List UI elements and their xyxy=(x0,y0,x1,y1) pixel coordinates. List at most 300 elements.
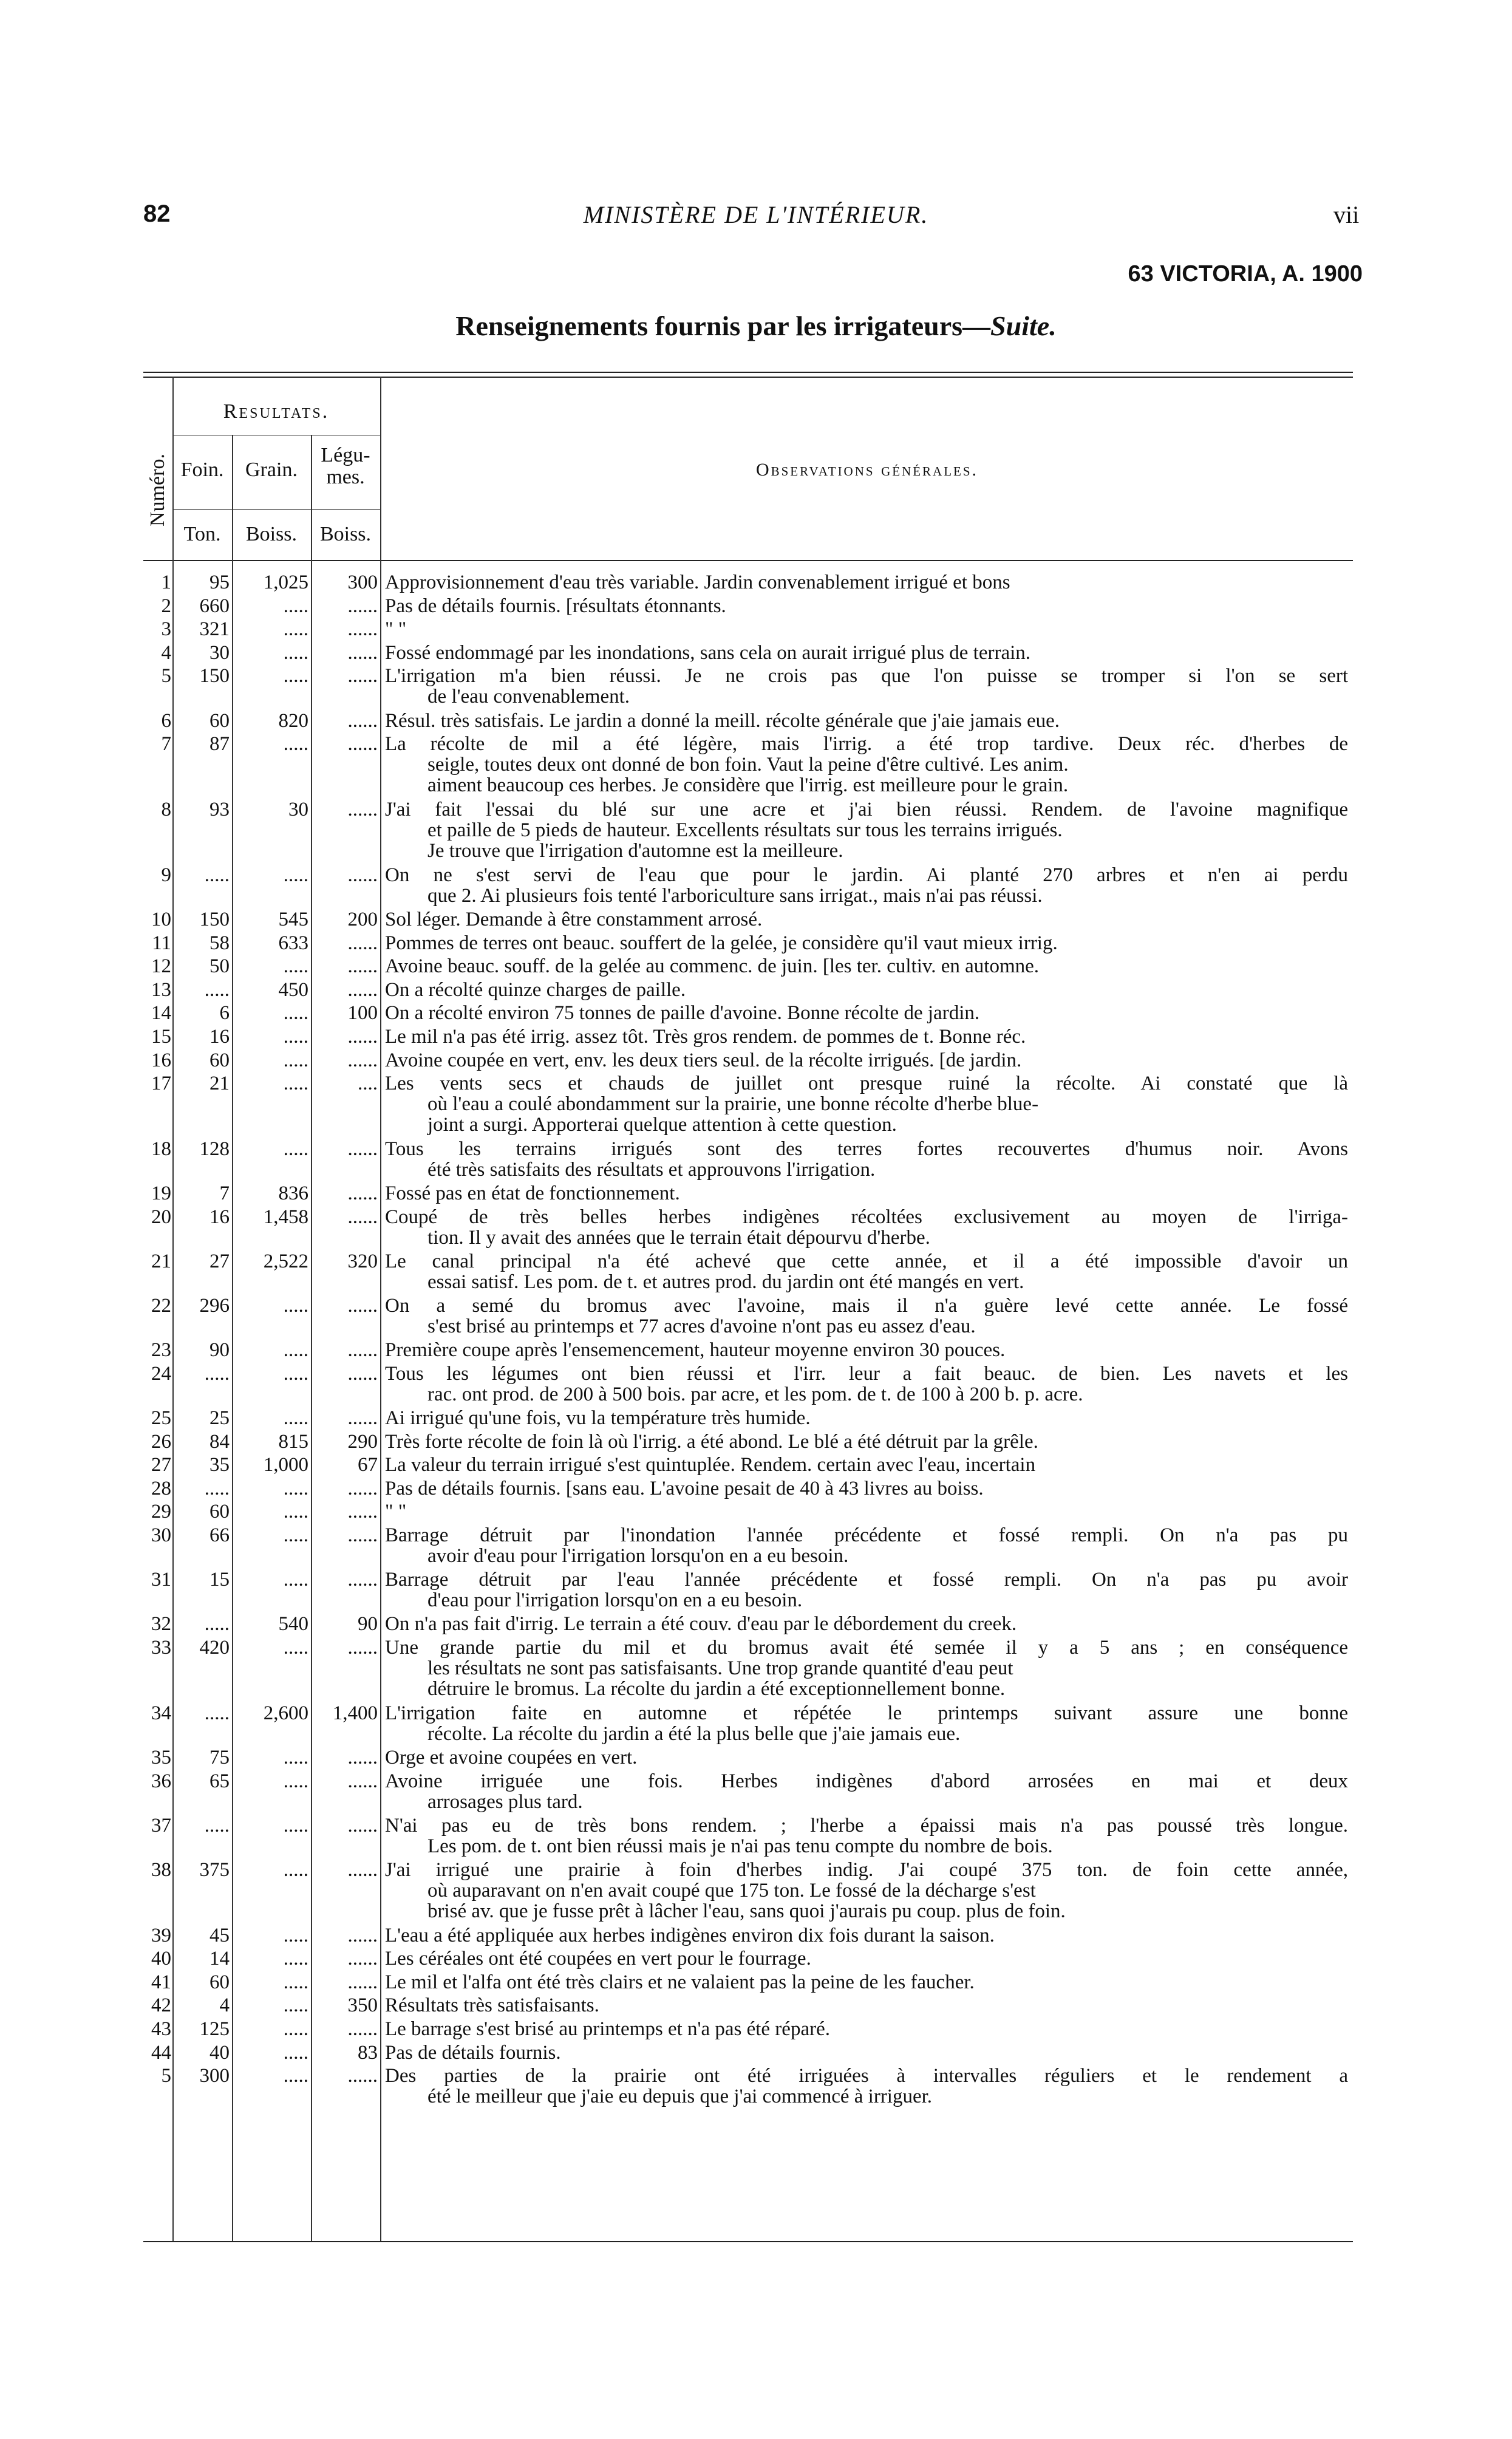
cell-grain: ..... xyxy=(283,1501,308,1523)
cell-grain: ..... xyxy=(283,1814,308,1837)
row-number: 40 xyxy=(151,1948,171,1970)
cell-legumes: 83 xyxy=(358,2041,378,2064)
cell-legumes: ...... xyxy=(347,1362,378,1385)
observation-line: tion. Il y avait des années que le terrain était dépourvu d'herbe. xyxy=(427,1227,930,1248)
cell-legumes: ...... xyxy=(347,1049,378,1071)
cell-observations xyxy=(385,1972,1348,1993)
cell-observations xyxy=(385,1815,1348,1857)
cell-foin: ..... xyxy=(204,978,230,1001)
cell-legumes: 67 xyxy=(358,1454,378,1476)
cell-grain: 30 xyxy=(288,798,308,820)
row-number: 12 xyxy=(151,955,171,978)
observation-line: essai satisf. Les pom. de t. et autres prod. du jardin ont été mangés en vert. xyxy=(427,1271,1024,1292)
cell-legumes: ...... xyxy=(347,932,378,954)
row-number: 20 xyxy=(151,1206,171,1228)
cell-observations xyxy=(385,596,1348,616)
cell-grain: ..... xyxy=(283,1524,308,1546)
cell-foin: 60 xyxy=(209,1971,230,1993)
cell-foin: ..... xyxy=(204,1613,230,1636)
table-bottom-rule xyxy=(143,2241,1353,2242)
cell-foin: 21 xyxy=(209,1073,230,1095)
cell-foin: 84 xyxy=(209,1430,230,1453)
header-numero: Numéro. xyxy=(146,454,169,527)
observation-line: J'ai irrigué une prairie à foin d'herbes indig. J'ai coupé 375 ton. de foin cette année, xyxy=(385,1859,1348,1880)
cell-legumes: .... xyxy=(358,1073,378,1095)
cell-grain: ..... xyxy=(283,2065,308,2087)
cell-observations xyxy=(385,1003,1348,1023)
observation-line: rac. ont prod. de 200 à 500 bois. par acre, et les pom. de t. de 100 à 200 b. p. acre. xyxy=(427,1383,1083,1405)
cell-foin: 128 xyxy=(199,1138,230,1160)
cell-observations xyxy=(385,1948,1348,1969)
row-number: 32 xyxy=(151,1613,171,1636)
observation-line: de l'eau convenablement. xyxy=(427,686,630,708)
row-number: 5 xyxy=(161,665,171,687)
observation-line: joint a surgi. Apporterai quelque attention à cette question. xyxy=(427,1114,897,1136)
observation-line: On n'a pas fait d'irrig. Le terrain a été couv. d'eau par le débordement du creek. xyxy=(385,1614,1017,1635)
row-number: 30 xyxy=(151,1524,171,1546)
cell-grain: 2,600 xyxy=(263,1702,308,1724)
cell-grain: ..... xyxy=(283,2041,308,2064)
observation-line: L'irrigation m'a bien réussi. Je ne crois pas que l'on puisse se tromper si l'on se sert xyxy=(385,666,1348,687)
cell-legumes: 350 xyxy=(347,1994,378,2017)
cell-legumes: 300 xyxy=(347,571,378,593)
cell-grain: ..... xyxy=(283,1025,308,1048)
cell-grain: ..... xyxy=(283,1569,308,1591)
observation-line: Une grande partie du mil et du bromus avait été semée il y a 5 ans ; en conséquence xyxy=(385,1637,1348,1658)
cell-foin: 27 xyxy=(209,1250,230,1272)
cell-foin: 300 xyxy=(199,2065,230,2087)
cell-legumes: ...... xyxy=(347,641,378,664)
table-row xyxy=(143,1747,1353,1771)
row-number: 2 xyxy=(161,595,171,617)
cell-foin: 25 xyxy=(209,1407,230,1430)
cell-observations xyxy=(385,1050,1348,1071)
cell-foin: 60 xyxy=(209,1049,230,1071)
cell-observations xyxy=(385,1525,1348,1566)
observation-line: La récolte de mil a été légère, mais l'irrig. a été trop tardive. Deux réc. d'herbes de xyxy=(385,734,1348,755)
cell-observations xyxy=(385,1183,1348,1204)
cell-foin: ..... xyxy=(204,1362,230,1385)
observation-line: Les céréales ont été coupées en vert pour le fourrage. xyxy=(385,1948,811,1970)
table-row xyxy=(143,619,1353,643)
table-row xyxy=(143,1003,1353,1026)
observation-line: L'eau a été appliquée aux herbes indigènes environ dix fois durant la saison. xyxy=(385,1925,995,1946)
table-top-rule-2 xyxy=(143,377,1353,378)
cell-foin: 90 xyxy=(209,1339,230,1362)
observation-line: Pommes de terres ont beauc. souffert de la gelée, je considère qu'il vaut mieux irrig. xyxy=(385,932,1058,953)
observation-line: aiment beaucoup ces herbes. Je considère que l'irrig. est meilleure pour le grain. xyxy=(427,775,1069,796)
row-number: 10 xyxy=(151,908,171,930)
cell-legumes: ...... xyxy=(347,1971,378,1993)
row-number: 22 xyxy=(151,1295,171,1317)
table-row xyxy=(143,2019,1353,2042)
row-number: 17 xyxy=(151,1073,171,1095)
cell-legumes: ...... xyxy=(347,978,378,1001)
table-row xyxy=(143,1251,1353,1295)
cell-legumes: 290 xyxy=(347,1430,378,1453)
cell-observations xyxy=(385,956,1348,977)
cell-observations xyxy=(385,1771,1348,1812)
observation-line: Sol léger. Demande à être constamment arrosé. xyxy=(385,909,763,930)
table-row xyxy=(143,1995,1353,2019)
cell-foin: ..... xyxy=(204,864,230,886)
observation-line: On ne s'est servi de l'eau que pour le jardin. Ai planté 270 arbres et n'en ai perdu xyxy=(385,864,1348,885)
observation-line: Le barrage s'est brisé au printemps et n'a pas été réparé. xyxy=(385,2019,830,2040)
cell-grain: ..... xyxy=(283,864,308,886)
cell-grain: 836 xyxy=(278,1182,308,1205)
table-row xyxy=(143,1455,1353,1478)
cell-legumes: 200 xyxy=(347,908,378,930)
cell-observations xyxy=(385,1569,1348,1611)
table-row xyxy=(143,1478,1353,1502)
cell-legumes: 320 xyxy=(347,1250,378,1272)
row-number: 33 xyxy=(151,1636,171,1659)
cell-grain: 1,458 xyxy=(263,1206,308,1228)
cell-foin: ..... xyxy=(204,1477,230,1499)
cell-legumes: 90 xyxy=(358,1613,378,1636)
cell-legumes: ...... xyxy=(347,665,378,687)
cell-grain: 633 xyxy=(278,932,308,954)
table-row xyxy=(143,1614,1353,1637)
cell-observations xyxy=(385,711,1348,731)
row-number: 9 xyxy=(161,864,171,886)
cell-legumes: ...... xyxy=(347,1025,378,1048)
cell-legumes: ...... xyxy=(347,1948,378,1970)
row-number: 11 xyxy=(152,932,171,954)
cell-observations xyxy=(385,1251,1348,1292)
table-title xyxy=(0,310,1512,342)
table-title-suffix: Suite. xyxy=(990,310,1057,341)
observation-line: été très satisfaits des résultats et approuvons l'irrigation. xyxy=(427,1159,876,1180)
cell-foin: 50 xyxy=(209,955,230,978)
cell-observations xyxy=(385,933,1348,953)
cell-foin: 65 xyxy=(209,1770,230,1792)
observation-line: Approvisionnement d'eau très variable. Jardin convenablement irrigué et bons xyxy=(385,572,1010,593)
cell-foin: 93 xyxy=(209,798,230,820)
table-row xyxy=(143,2042,1353,2066)
table-row xyxy=(143,2065,1353,2110)
header-bottom-rule xyxy=(143,560,1353,561)
cell-legumes: ...... xyxy=(347,1569,378,1591)
units-rule xyxy=(172,509,380,510)
table-row xyxy=(143,572,1353,596)
observation-line: Résultats très satisfaisants. xyxy=(385,1995,599,2016)
row-number: 39 xyxy=(151,1924,171,1946)
row-number: 37 xyxy=(151,1814,171,1837)
observation-line: récolte. La récolte du jardin a été la plus belle que j'aie jamais eue. xyxy=(427,1723,961,1744)
cell-observations xyxy=(385,1408,1348,1428)
cell-foin: 45 xyxy=(209,1924,230,1946)
cell-foin: 321 xyxy=(199,618,230,641)
cell-grain: ..... xyxy=(283,1636,308,1659)
cell-legumes: ...... xyxy=(347,618,378,641)
unit-foin: Ton. xyxy=(183,523,221,545)
observation-line: les résultats ne sont pas satisfaisants. Une trop grande quantité d'eau peut xyxy=(427,1657,1013,1679)
cell-observations xyxy=(385,619,1348,640)
cell-grain: ..... xyxy=(283,955,308,978)
cell-observations xyxy=(385,909,1348,930)
row-number: 7 xyxy=(161,733,171,756)
unit-grain: Boiss. xyxy=(245,523,298,545)
table-row xyxy=(143,1925,1353,1949)
observation-line: Première coupe après l'ensemencement, hauteur moyenne environ 30 pouces. xyxy=(385,1340,1006,1361)
observation-line: Avoine coupée en vert, env. les deux tiers seul. de la récolte irrigués. [de jardin. xyxy=(385,1049,1022,1071)
cell-observations xyxy=(385,1207,1348,1248)
header-legumes-line2: mes. xyxy=(326,466,365,488)
table-row xyxy=(143,980,1353,1003)
cell-grain: ..... xyxy=(283,1477,308,1499)
observation-line: d'eau pour l'irrigation lorsqu'on en a eu besoin. xyxy=(427,1590,803,1611)
table-title-text: Renseignements fournis par les irrigateurs— xyxy=(455,310,991,341)
cell-observations xyxy=(385,572,1348,593)
cell-observations xyxy=(385,2042,1348,2063)
observation-line: Orge et avoine coupées en vert. xyxy=(385,1747,638,1768)
cell-grain: ..... xyxy=(283,1948,308,1970)
session-label: 63 VICTORIA, A. 1900 xyxy=(1128,261,1363,287)
observation-line: Des parties de la prairie ont été irriguées à intervalles réguliers et le rendement a xyxy=(385,2065,1348,2087)
observation-line: Pas de détails fournis. xyxy=(385,2042,561,2063)
cell-observations xyxy=(385,2019,1348,2039)
cell-legumes: 1,400 xyxy=(332,1702,378,1724)
row-number: 8 xyxy=(161,798,171,820)
table-row xyxy=(143,1948,1353,1972)
cell-observations xyxy=(385,1614,1348,1634)
observation-line: où auparavant on n'en avait coupé que 175 ton. Le fossé de la décharge s'est xyxy=(427,1880,1036,1901)
cell-grain: ..... xyxy=(283,1138,308,1160)
header-foin: Foin. xyxy=(180,459,224,481)
cell-observations xyxy=(385,1501,1348,1522)
observation-line: Très forte récolte de foin là où l'irrig. a été abond. Le blé a été détruit par la grêle. xyxy=(385,1431,1038,1452)
cell-grain: ..... xyxy=(283,1971,308,1993)
table-row xyxy=(143,956,1353,980)
table-row xyxy=(143,1139,1353,1183)
header-grain: Grain. xyxy=(245,459,298,481)
cell-legumes: ...... xyxy=(347,2065,378,2087)
table-row xyxy=(143,1408,1353,1431)
cell-legumes: ...... xyxy=(347,1477,378,1499)
row-number: 29 xyxy=(151,1501,171,1523)
observation-line: Pas de détails fournis. [résultats étonnants. xyxy=(385,595,726,616)
cell-legumes: ...... xyxy=(347,1814,378,1837)
cell-foin: 16 xyxy=(209,1025,230,1048)
table-row xyxy=(143,1501,1353,1525)
table-row xyxy=(143,1771,1353,1815)
cell-observations xyxy=(385,799,1348,861)
cell-foin: 60 xyxy=(209,1501,230,1523)
cell-foin: 296 xyxy=(199,1295,230,1317)
cell-observations xyxy=(385,1925,1348,1946)
cell-foin: 60 xyxy=(209,709,230,732)
volume-numeral: vii xyxy=(1333,201,1360,228)
table-row xyxy=(143,1340,1353,1363)
row-number: 26 xyxy=(151,1430,171,1453)
cell-foin: 6 xyxy=(219,1002,230,1025)
observation-line: Ai irrigué qu'une fois, vu la température très humide. xyxy=(385,1408,811,1429)
cell-legumes: ...... xyxy=(347,1206,378,1228)
row-number: 21 xyxy=(151,1250,171,1272)
observation-line: On a récolté quinze charges de paille. xyxy=(385,979,686,1000)
row-number: 3 xyxy=(161,618,171,641)
table-row xyxy=(143,1050,1353,1074)
observation-line: avoir d'eau pour l'irrigation lorsqu'on en a eu besoin. xyxy=(427,1545,849,1566)
table-row xyxy=(143,1431,1353,1455)
observation-line: et paille de 5 pieds de hauteur. Excellents résultats sur tous les terrains irrigués. xyxy=(427,819,1063,841)
cell-observations xyxy=(385,734,1348,796)
cell-legumes: 100 xyxy=(347,1002,378,1025)
cell-observations xyxy=(385,1478,1348,1499)
header-observations: Observations générales. xyxy=(755,460,979,480)
row-number: 24 xyxy=(151,1362,171,1385)
observation-line: Le canal principal n'a été achevé que cette année, et il a été impossible d'avoir un xyxy=(385,1250,1348,1272)
row-number: 43 xyxy=(151,2018,171,2041)
cell-observations xyxy=(385,1026,1348,1047)
observation-line: Tous les légumes ont bien réussi et l'irr. leur a fait beauc. de bien. Les navets et les xyxy=(385,1363,1348,1384)
cell-grain: 820 xyxy=(278,709,308,732)
table-row xyxy=(143,865,1353,909)
cell-legumes: ...... xyxy=(347,1339,378,1362)
cell-grain: 2,522 xyxy=(263,1250,308,1272)
cell-foin: 66 xyxy=(209,1524,230,1546)
cell-observations xyxy=(385,1703,1348,1744)
row-number: 6 xyxy=(161,709,171,732)
observation-line: Avoine beauc. souff. de la gelée au commenc. de juin. [les ter. cultiv. en automne. xyxy=(385,956,1040,977)
unit-legumes: Boiss. xyxy=(319,523,372,545)
header-legumes-line1: Légu- xyxy=(321,444,370,466)
cell-foin: ..... xyxy=(204,1702,230,1724)
cell-observations xyxy=(385,1073,1348,1135)
table-row xyxy=(143,933,1353,957)
cell-foin: 420 xyxy=(199,1636,230,1659)
row-number: 25 xyxy=(151,1407,171,1430)
row-number: 1 xyxy=(161,571,171,593)
row-number: 44 xyxy=(151,2041,171,2064)
observation-line: Tous les terrains irrigués sont des terres fortes recouvertes d'humus noir. Avons xyxy=(385,1138,1348,1159)
row-number: 14 xyxy=(151,1002,171,1025)
cell-grain: ..... xyxy=(283,1049,308,1071)
cell-observations xyxy=(385,1431,1348,1452)
cell-grain: ..... xyxy=(283,1407,308,1430)
cell-foin: 150 xyxy=(199,665,230,687)
cell-observations xyxy=(385,1455,1348,1475)
cell-grain: 1,000 xyxy=(263,1454,308,1476)
cell-foin: 660 xyxy=(199,595,230,617)
observation-line: Barrage détruit par l'eau l'année précédente et fossé rempli. On n'a pas pu avoir xyxy=(385,1569,1348,1591)
cell-legumes: ...... xyxy=(347,2018,378,2041)
cell-legumes: ...... xyxy=(347,1501,378,1523)
table-row xyxy=(143,666,1353,710)
cell-grain: 545 xyxy=(278,908,308,930)
row-number: 38 xyxy=(151,1858,171,1881)
observation-line: brisé av. que je fusse prêt à lâcher l'eau, sans quoi j'aurais pu coup. plus de foin. xyxy=(427,1900,1066,1922)
observation-line: Résul. très satisfais. Le jardin a donné la meill. récolte générale que j'aie jamais eue. xyxy=(385,710,1060,731)
running-title: MINISTÈRE DE L'INTÉRIEUR. xyxy=(583,201,929,228)
cell-foin: 58 xyxy=(209,932,230,954)
observation-line: Pas de détails fournis. [sans eau. L'avoine pesait de 40 à 43 livres au boiss. xyxy=(385,1478,984,1499)
observation-line: J'ai fait l'essai du blé sur une acre et j'ai bien réussi. Rendem. de l'avoine magnifique xyxy=(385,799,1348,820)
cell-legumes: ...... xyxy=(347,595,378,617)
observation-line: que 2. Ai plusieurs fois tenté l'arboriculture sans irrigat., mais n'ai pas réussi. xyxy=(427,885,1043,906)
table-row xyxy=(143,1183,1353,1207)
row-number: 36 xyxy=(151,1770,171,1792)
cell-legumes: ...... xyxy=(347,864,378,886)
observation-line: N'ai pas eu de très bons rendem. ; l'herbe a épaissi mais n'a pas poussé très longue. xyxy=(385,1815,1348,1836)
row-number: 13 xyxy=(151,978,171,1001)
table-row xyxy=(143,596,1353,619)
cell-grain: ..... xyxy=(283,1339,308,1362)
cell-foin: 4 xyxy=(219,1994,230,2017)
table-row xyxy=(143,711,1353,734)
table-row xyxy=(143,1295,1353,1340)
table-row xyxy=(143,1363,1353,1408)
observation-line: Le mil et l'alfa ont été très clairs et ne valaient pas la peine de les faucher. xyxy=(385,1971,975,1993)
observation-line: seigle, toutes deux ont donné de bon foin. Vaut la peine d'être cultivé. Les anim. xyxy=(427,754,1069,776)
observation-line: s'est brisé au printemps et 77 acres d'avoine n'ont pas eu assez d'eau. xyxy=(427,1316,976,1337)
cell-foin: 75 xyxy=(209,1746,230,1769)
observation-line: arrosages plus tard. xyxy=(427,1791,583,1812)
cell-observations xyxy=(385,643,1348,663)
table-row xyxy=(143,909,1353,933)
cell-legumes: ...... xyxy=(347,955,378,978)
cell-legumes: ...... xyxy=(347,1524,378,1546)
cell-grain: ..... xyxy=(283,595,308,617)
row-number: 19 xyxy=(151,1182,171,1205)
cell-observations xyxy=(385,1295,1348,1337)
row-number: 15 xyxy=(151,1025,171,1048)
row-number: 35 xyxy=(151,1746,171,1769)
cell-legumes: ...... xyxy=(347,1138,378,1160)
observation-line: détruire le bromus. La récolte du jardin a été exceptionnellement bonne. xyxy=(427,1678,1006,1699)
table-row xyxy=(143,799,1353,865)
row-number: 42 xyxy=(151,1994,171,2017)
cell-legumes: ...... xyxy=(347,1746,378,1769)
table-row xyxy=(143,1207,1353,1251)
row-number: 23 xyxy=(151,1339,171,1362)
observation-line: Barrage détruit par l'inondation l'année précédente et fossé rempli. On n'a pas pu xyxy=(385,1524,1348,1546)
cell-observations xyxy=(385,1747,1348,1768)
cell-foin: 15 xyxy=(209,1569,230,1591)
table-body xyxy=(143,572,1353,2110)
cell-observations xyxy=(385,1139,1348,1180)
cell-foin: 16 xyxy=(209,1206,230,1228)
table-row xyxy=(143,734,1353,799)
cell-grain: ..... xyxy=(283,1994,308,2017)
cell-observations xyxy=(385,666,1348,707)
table-row xyxy=(143,1637,1353,1703)
cell-grain: 450 xyxy=(278,978,308,1001)
header-legumes xyxy=(311,445,380,488)
cell-grain: ..... xyxy=(283,641,308,664)
cell-foin: 14 xyxy=(209,1948,230,1970)
cell-foin: 40 xyxy=(209,2041,230,2064)
page-number: 82 xyxy=(143,200,171,227)
observation-line: L'irrigation faite en automne et répétée le printemps suivant assure une bonne xyxy=(385,1702,1348,1724)
row-number: 5 xyxy=(161,2065,171,2087)
observation-line: La valeur du terrain irrigué s'est quintuplée. Rendem. certain avec l'eau, incertain xyxy=(385,1455,1036,1476)
cell-grain: ..... xyxy=(283,1746,308,1769)
cell-foin: 87 xyxy=(209,733,230,756)
cell-foin: 7 xyxy=(219,1182,230,1205)
table-row xyxy=(143,1860,1353,1925)
cell-grain: ..... xyxy=(283,665,308,687)
cell-foin: 125 xyxy=(199,2018,230,2041)
cell-grain: ..... xyxy=(283,1073,308,1095)
row-number: 41 xyxy=(151,1971,171,1993)
cell-legumes: ...... xyxy=(347,709,378,732)
cell-legumes: ...... xyxy=(347,798,378,820)
cell-legumes: ...... xyxy=(347,1182,378,1205)
row-number: 31 xyxy=(151,1569,171,1591)
cell-observations xyxy=(385,1340,1348,1360)
